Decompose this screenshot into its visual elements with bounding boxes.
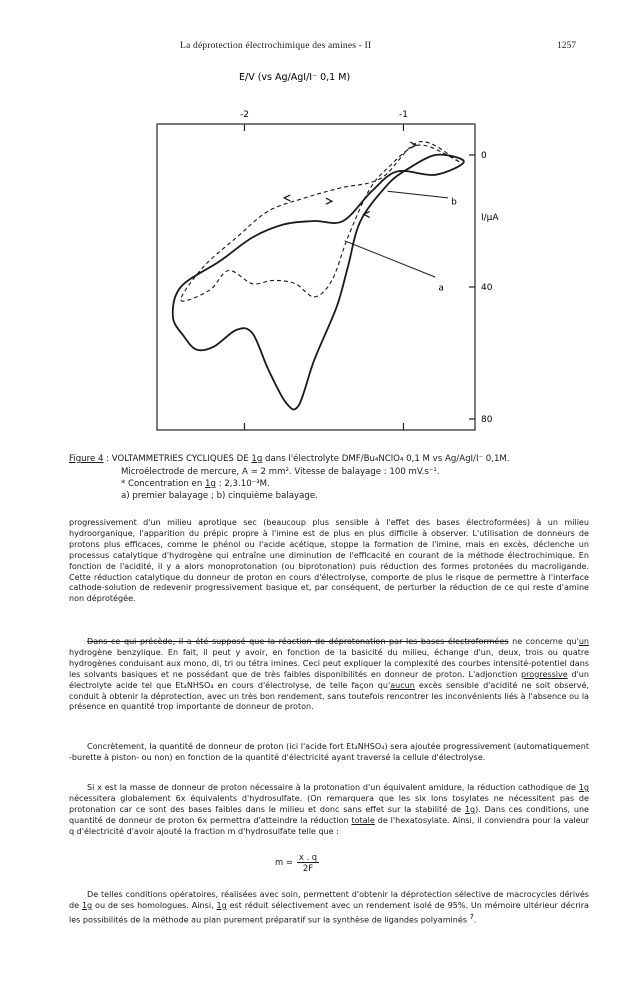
formula-m: m = $\frac{x . q}{2F}$ [275,852,318,873]
page-number: 1257 [557,41,576,51]
cyclic-voltammogram-figure [0,0,624,440]
paragraph-5: De telles conditions opératoires, réalisées avec soin, permettent d'obtenir la déprotection sélective de macrocycles dérivés de 1g ou de ses homologues. Ainsi, 1g est réduit sélectivement avec un rendement isolé de 95%. Un mémoire ultérieur décrira les possibilités de la méthode au plan purement préparatif sur la synthèse de ligandes polyaminés $^7$. [69,890,589,925]
plot-frame [157,124,475,430]
figure-label: Figure 4 [69,454,104,464]
y-tick-label: 0 [481,151,487,161]
figure-caption-line-1: Figure 4 : VOLTAMMETRIES CYCLIQUES DE 1g dans l'électrolyte DMF/Bu₄NClO₄ 0,1 M vs Ag/AgI/I⁻ 0,1M. [69,454,510,464]
figure-caption-line-2: Microélectrode de mercure, A ≃ 2 mm². Vitesse de balayage : 100 mV.s⁻¹. [121,467,440,477]
paragraph-3: Concrètement, la quantité de donneur de proton (ici l'acide fort Et₄NHSO₄) sera ajoutée progressivement (automatiquement -burette à piston- ou non) en fonction de la quantité d'électricité ayant traversé la cellule d'électrolyse. [69,742,589,762]
scan-direction-arrow [326,198,332,204]
compound-ref: 1g [205,479,216,489]
leader-line-a [345,241,436,277]
y-tick-label: 80 [481,415,493,425]
paragraph-2: Dans ce qui précède, il a été supposé que la réaction de déprotonation par les bases électroformées ne concerne qu'un hydrogène benzylique. En fait, il peut y avoir, en fonction de la basicité du milieu, échange d'un, deux, trois ou quatre hydrogènes conduisant aux mono, di, tri ou tétra imines. Ceci peut expliquer la complexité des courbes intensité-potentiel dans les solvants basiques et ne possédant que de très faibles disponibilités en donneur de proton. L'adjonction progressive d'un électrolyte acide tel que Et₄NHSO₄ en cours d'électrolyse, de telle façon qu'aucun excès sensible d'acidité ne soit observé, conduit à obtenir la déprotection, avec un très bon rendement, sans toutefois rencontrer les inconvénients liés à l'absence ou la présence en quantité trop importante de donneur de proton. [69,637,590,712]
potential-axis-label: E/V (vs Ag/AgI/I⁻ 0,1 M) [239,72,351,83]
voltammetry-curves [173,142,464,410]
x-tick-label: -2 [239,110,249,120]
figure-caption-line-4: a) premier balayage ; b) cinquième balayage. [121,491,318,501]
paragraph-4: Si x est la masse de donneur de proton nécessaire à la protonation d'un équivalent amidure, la réduction cathodique de 1g nécessitera globalement 6x équivalents d'hydrosulfate. (On remarquera que les six lons tosylates ne nécessitent pas de protonation car ce sont des bases faibles dans le milieu et donc sans effet sur la stabilité de 1g). Dans ces conditions, une quantité de donneur de proton 6x permettra d'atteindre la réduction totale de l'hexatosylate. Ainsi, il conviendra pour la valeur q d'électricité d'avoir ajouté la fraction m d'hydrosulfate telle que : [69,783,589,836]
scan-direction-arrow [284,195,290,201]
curve-a [173,155,464,410]
curve-label-a: a [438,283,444,294]
current-unit-label: I/μA [481,213,499,223]
y-tick-label: 40 [481,283,493,293]
x-tick-label: -1 [398,110,408,120]
figure-caption-line-3: * Concentration en 1g : 2,3.10⁻³M. [121,479,270,489]
curve-label-b: b [451,197,457,208]
axis-ticks [240,110,493,430]
running-title: La déprotection électrochimique des amines - II [180,41,372,51]
paragraph-1: progressivement d'un milieu aprotique sec (beaucoup plus sensible à l'effet des bases électroformées) à un milieu hydroorganique, l'apparition du prépic propre à l'imine est de plus en plus difficile à observer. L'utilisation de donneurs de protons plus efficaces, comme le phénol ou l'acide acétique, stoppe la formation de l'imine, mais en excès, déclenche un processus catalytique d'hydrogène qui entraîne une diminution de l'efficacité en courant de la méthode électrochimique. En fonction de l'acidité, il y a alors monoprotonation (ou biprotonation) puis réduction des formes protonées du macroligande. Cette réduction catalytique du donneur de proton en cours d'électrolyse, comporte de plus le risque de permettre à l'interface cathode-solution de redevenir progressivement basique et, par conséquent, de perturber la réduction de ce qui reste d'amine non déprotégée. [69,518,589,604]
leader-line-b [388,191,448,198]
compound-ref: 1g [251,454,263,464]
